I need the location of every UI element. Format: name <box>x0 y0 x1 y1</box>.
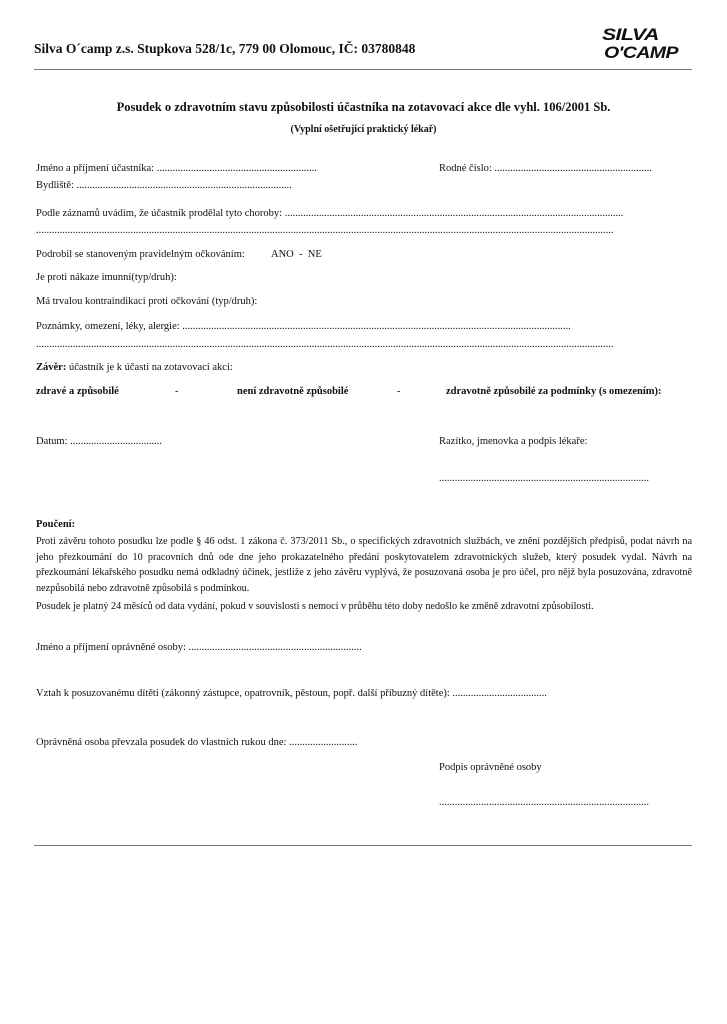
relation-to-child-field[interactable]: Vztah k posuzovanému dítěti (zákonný zástupce, opatrovník, pěstoun, popř. další příbuzný dítěte): .................................... <box>36 688 547 699</box>
option-separator-2: - <box>397 386 401 397</box>
illnesses-continuation[interactable]: ............................................................................................................................................................................................................................ <box>36 225 614 236</box>
instruction-paragraph-2: Posudek je platný 24 měsíců od data vydání, pokud v souvislosti s nemocí v průběhu této doby nedošlo ke změně zdravotní způsobilosti. <box>36 601 594 612</box>
option-unfit[interactable]: není zdravotně způsobilé <box>237 386 349 397</box>
receipt-date-field[interactable]: Oprávněná osoba převzala posudek do vlastních rukou dne: .......................... <box>36 737 358 748</box>
option-fit-with-restriction[interactable]: zdravotně způsobilé za podmínky (s omezením): <box>446 386 662 397</box>
option-separator-1: - <box>175 386 179 397</box>
notes-continuation[interactable]: ............................................................................................................................................................................................................................ <box>36 339 614 350</box>
notes-field[interactable]: Poznámky, omezení, léky, alergie: .................................................................................................................................................... <box>36 321 571 332</box>
silva-ocamp-logo <box>600 26 680 64</box>
participant-name-field[interactable]: Jméno a příjmení účastníka: ............................................................. <box>36 163 317 174</box>
instruction-paragraph-1: Proti závěru tohoto posudku lze podle § 46 odst. 1 zákona č. 373/2011 Sb., o specifických zdravotních službách, ve znění pozdějších předpisů, podat návrh na jeho přezkoumání do 10 pracovních dnů ode dne jeho prokazatelného předání poskytovatelem zdravotnických služeb, který posudek vydal. Návrh na přezkoumání lékařského posudku nemá odkladný účinek, jestliže z jeho závěru vyplývá, že posuzovaná osoba je pro účel, pro nějž byla posuzována, zdravotně nezpůsobilá nebo zdravotně způsobilá s podmínkou. <box>36 536 692 594</box>
vaccination-options[interactable]: ANO - NE <box>271 249 322 260</box>
footer-divider <box>34 845 692 846</box>
contraindication-field[interactable]: Má trvalou kontraindikaci proti očkování (typ/druh): <box>36 296 258 307</box>
conclusion-line <box>36 362 233 373</box>
authorized-person-name-field[interactable]: Jméno a příjmení oprávněné osoby: .................................................................. <box>36 642 362 653</box>
document-subtitle: (Vyplní ošetřující praktický lékař) <box>290 124 437 135</box>
illnesses-field[interactable]: Podle záznamů uvádím, že účastník prodělal tyto choroby: ................................................................................................................................. <box>36 208 624 219</box>
residence-field[interactable]: Bydliště: .................................................................................. <box>36 180 292 191</box>
doctor-signature-line[interactable]: ................................................................................ <box>439 473 649 484</box>
logo-line-1: SILVA <box>602 25 659 44</box>
instruction-heading: Poučení: <box>36 519 76 530</box>
conclusion-label: Závěr: <box>36 362 67 373</box>
header-divider <box>34 69 692 70</box>
date-field[interactable]: Datum: ................................... <box>36 436 162 447</box>
authorized-signature-line[interactable]: ................................................................................ <box>439 797 649 808</box>
conclusion-text: účastník je k účasti na zotavovací akci: <box>66 362 233 373</box>
birth-number-field[interactable]: Rodné číslo: ............................................................ <box>439 163 652 174</box>
authorized-signature-label: Podpis oprávněné osoby <box>439 762 542 773</box>
document-title: Posudek o zdravotním stavu způsobilosti účastníka na zotavovací akce dle vyhl. 106/2001 Sb. <box>116 100 611 114</box>
organization-header: Silva O´camp z.s. Stupkova 528/1c, 779 00 Olomouc, IČ: 03780848 <box>34 41 416 56</box>
logo-line-2: O'CAMP <box>604 43 678 62</box>
option-fit[interactable]: zdravé a způsobilé <box>36 386 119 397</box>
immunity-field[interactable]: Je proti nákaze imunní(typ/druh): <box>36 272 177 283</box>
doctor-stamp-label: Razítko, jmenovka a podpis lékaře: <box>439 436 588 447</box>
vaccination-label: Podrobil se stanoveným pravidelným očkováním: <box>36 249 245 260</box>
